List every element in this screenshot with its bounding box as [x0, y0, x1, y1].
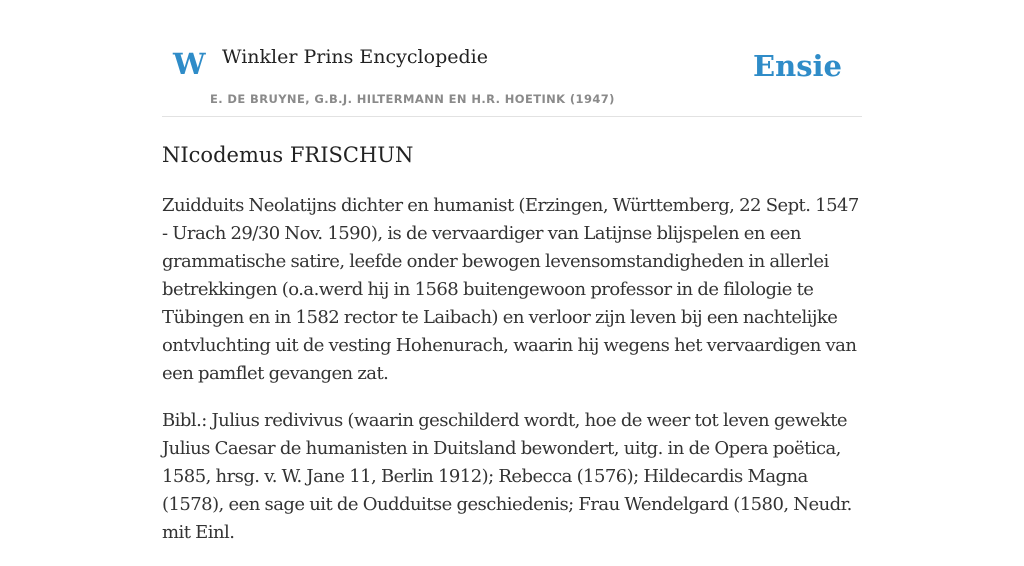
- entry-paragraph-bibliography: Bibl.: Julius redivivus (waarin geschilderd wordt, hoe de weer tot leven gewekte Julius Caesar de humanisten in Duitsland bewondert, uitg. in de Opera poëtica, 1585, hrsg. v. W. Jane 11, Berlin 1912); Rebecca (1576); Hildecardis Magna (1578), een sage uit de Oudduitse geschiedenis; Frau Wendelgard (1580, Neudr. mit Einl.: [162, 410, 852, 543]
- publication-authors: E. DE BRUYNE, G.B.J. HILTERMANN EN H.R. HOETINK (1947): [210, 92, 615, 106]
- site-header: [162, 0, 862, 117]
- publication-title[interactable]: Winkler Prins Encyclopedie: [222, 46, 488, 68]
- entry-content: [162, 140, 862, 566]
- entry-paragraph-description: Zuidduits Neolatijns dichter en humanist (Erzingen, Württemberg, 22 Sept. 1547 - Urach 29/30 Nov. 1590), is de vervaardiger van Latijnse blijspelen en een grammatische satire, leefde onder bewogen levensomstandigheden in allerlei betrekkingen (o.a.werd hij in 1568 buitengewoon professor in de filologie te Tübingen en in 1582 rector te Laibach) en verloor zijn leven bij een nachtelijke ontvluchting uit de vesting Hohenurach, waarin hij wegens het vervaardigen van een pamflet gevangen zat.: [162, 195, 859, 384]
- entry-title: NIcodemus FRISCHUN: [162, 143, 414, 167]
- ensie-brand-logo[interactable]: Ensie: [753, 49, 842, 83]
- publication-logo-icon[interactable]: W: [173, 47, 206, 81]
